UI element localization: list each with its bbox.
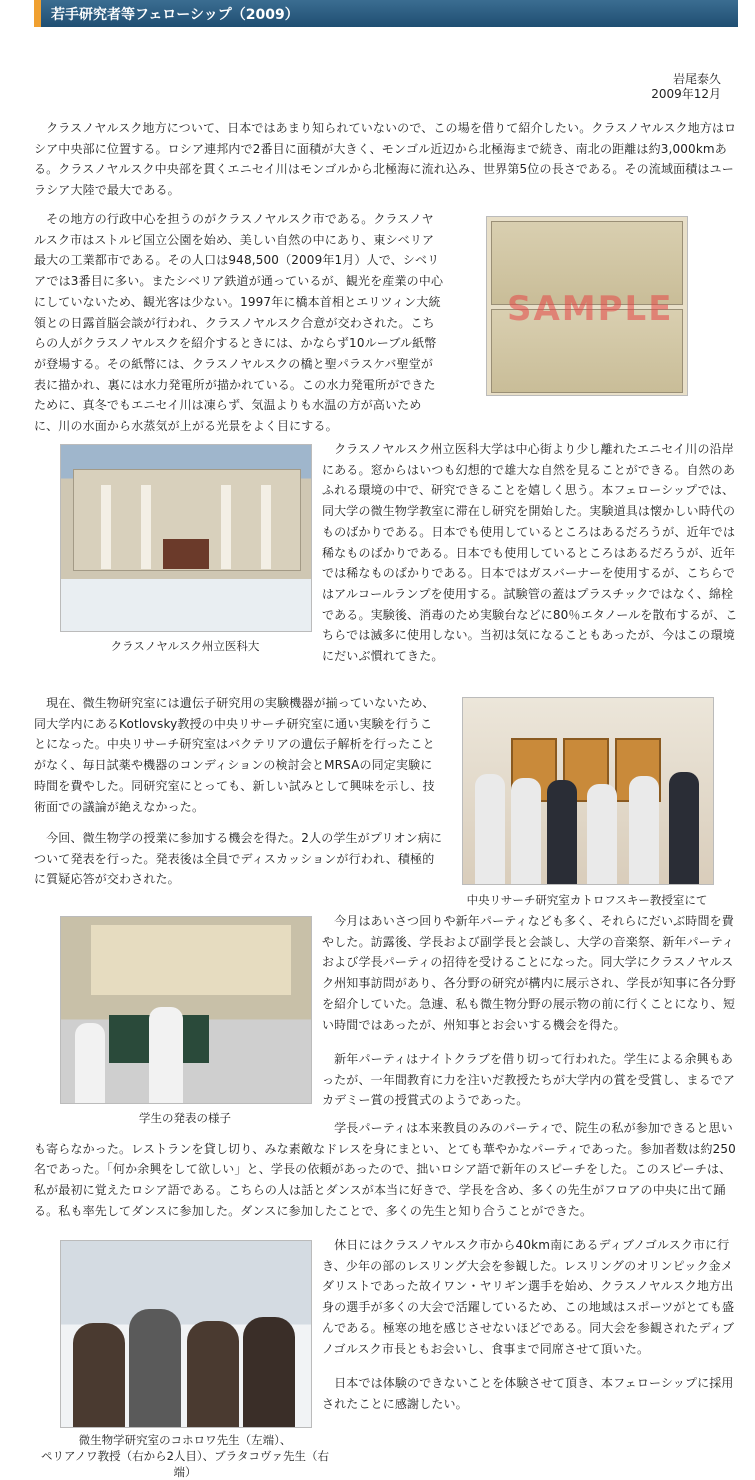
teacher: [243, 1317, 295, 1427]
author-name: 岩尾泰久: [672, 72, 721, 86]
column: [261, 485, 271, 569]
paragraph-1: クラスノヤルスク地方について、日本ではあまり知られていないので、この場を借りて紹介したい。クラスノヤルスク地方はロシア中央部に位置する。ロシア連邦内で2番目に面積が大きく、モンゴル近辺から北極海まで続き、南北の距離は約3,000kmある。クラスノヤルスク中央部を貫くエニセイ川はモンゴルから北極海に流れ込み、世界第5位の長さである。その流域面積はユーラシア大陸で最大である。: [34, 121, 737, 198]
caption-students: 学生の発表の様子: [139, 1111, 231, 1125]
paragraph-3: クラスノヤルスク州立医科大学は中心街より少し離れたエニセイ川の沿岸にある。窓からはいつも幻想的で雄大な自然を見ることができる。自然のあふれる環境の中で、研究できることを嬉しく思う。本フェローシップでは、同大学の微生物学教室に滞在し研究を開始した。実験道具は懐かしい時代のものばかりである。日本でも使用しているところはあるだろうが、近年では稀なものばかりである。日本でも使用しているところはあるだろうが、近年では稀なものばかりである。日本ではガスバーナーを使用するが、こちらではアルコールランプを使用する。試験管の蓋はプラスチックではなく、綿栓である。実験後、消毒のため実験台などに80％エタノールを散布するが、こちらでは滅多に使用しない。当初は気になることもあったが、今はこの環境にだいぶ慣れてきた。: [322, 442, 738, 664]
teacher: [187, 1321, 239, 1427]
caption-teachers-line-1: 微生物学研究室のコホロワ先生（左端）、: [78, 1433, 292, 1447]
teacher: [129, 1309, 181, 1427]
university-building-photo: [60, 444, 312, 632]
person: [511, 778, 541, 884]
paragraph-8-text: 学長パーティは本来教員のみのパーティで、院生の私が参加できると思いも寄らなかった。レストランを貸し切り、みな素敵なドレスを身にまとい、とても華やかなパーティであった。参加者数は約250名であった。「何か余興をして欲しい」と、学長の依頼があったので、拙いロシア語で新年のスピーチをした。このスピーチは、私が最初に覚えたロシア語である。こちらの人は話とダンスが本当に好きで、学長を含め、多くの先生がフロアの中央に出て踊る。私も率先してダンスに参加した。ダンスに参加したことで、多くの先生と知り合うことができた。: [34, 1121, 736, 1218]
caption-teachers: [40, 1432, 330, 1480]
banknote-image: [486, 216, 688, 396]
caption-teachers-line-2: ペリアノワ教授（右から2人目）、ブラタコヴァ先生（右端）: [41, 1449, 329, 1479]
person: [547, 780, 577, 884]
paragraph-5: 今回、微生物学の授業に参加する機会を得た。2人の学生がプリオン病について発表を行った。発表後は全員でディスカッションが行われ、積極的に質疑応答が交わされた。: [34, 831, 443, 887]
caption-lab: 中央リサーチ研究室カトロフスキー教授室にて: [466, 893, 708, 907]
paragraph-9: 休日にはクラスノヤルスク市から40km南にあるディブノゴルスク市に行き、少年の部のレスリング大会を参観した。レスリングのオリンピック金メダリストであった故イワン・ヤリギン選手を始め、クラスノヤルスク地方出身の選手が多くの大会で活躍しているため、この地域はスポーツがとても盛んである。極寒の地を感じさせないほどである。同大会を参観されたディブノゴルスク市長ともお会いし、食事まで同席させて頂いた。: [322, 1238, 735, 1356]
section-header: [34, 0, 738, 27]
student: [75, 1023, 105, 1103]
paragraph-10: 日本では体験のできないことを体験させて頂き、本フェローシップに採用されたことに感謝したい。: [322, 1376, 734, 1411]
column: [141, 485, 151, 569]
column: [221, 485, 231, 569]
lab-group-photo: [462, 697, 714, 885]
person: [475, 774, 505, 884]
author-block: [651, 72, 721, 102]
caption-building: クラスノヤルスク州立医科大: [110, 639, 260, 653]
sample-watermark: SAMPLE: [507, 289, 674, 329]
projection-screen: [91, 925, 291, 995]
building-entrance: [163, 539, 209, 569]
person: [629, 776, 659, 884]
person: [669, 772, 699, 884]
student: [149, 1007, 183, 1103]
person: [587, 784, 617, 884]
students-presentation-photo: [60, 916, 312, 1104]
author-date: 2009年12月: [651, 87, 721, 101]
paragraph-6: 今月はあいさつ回りや新年パーティなども多く、それらにだいぶ時間を費やした。訪露後、学長および副学長と会談し、大学の音楽祭、新年パーティおよび学長パーティの招待を受けることになった。同大学にクラスノヤルスク州知事訪問があり、各分野の研究が構内に展示され、学長が知事に各分野を紹介していた。急遽、私も微生物分野の展示物の前に行くことになり、短い時間ではあったが、州知事とお会いする機会を得た。: [322, 914, 736, 1032]
paragraph-7: 新年パーティはナイトクラブを借り切って行われた。学生による余興もあったが、一年間教育に力を注いだ教授たちが大学内の賞を受賞し、まるでアカデミー賞の授賞式のようであった。: [322, 1052, 735, 1108]
paragraph-2: その地方の行政中心を担うのがクラスノヤルスク市である。クラスノヤルスク市はストルビ国立公園を始め、美しい自然の中にあり、東シベリア最大の工業都市である。その人口は948,500（2009年1月）人で、シベリアでは3番目に多い。またシベリア鉄道が通っているが、観光を産業の中心にしていないため、観光客は少ない。1997年に橋本首相とエリツィン大統領との日露首脳会談が行われ、クラスノヤルスク合意が交わされた。こちらの人がクラスノヤルスクを紹介するときには、かならず10ルーブル紙幣が登場する。その紙幣には、クラスノヤルスクの橋と聖パラスケバ聖堂が表に描かれ、裏には水力発電所が描かれている。この水力発電所ができたために、真冬でもエニセイ川は凍らず、気温よりも水温の方が高いために、川の水面から水蒸気が上がる光景をよく目にする。: [34, 212, 444, 434]
paragraph-4: 現在、微生物研究室には遺伝子研究用の実験機器が揃っていないため、同大学内にあるKotlovsky教授の中央リサーチ研究室に通い実験を行うことになった。中央リサーチ研究室はバクテリアの遺伝子解析を行ったことがなく、毎日試薬や機器のコンディションの検討会とMRSAの同定実験に時間を費やした。同研究室にとっても、新しい試みとして興味を示し、技術面での議論が絶えなかった。: [34, 696, 435, 814]
teachers-winter-photo: [60, 1240, 312, 1428]
column: [101, 485, 111, 569]
paragraph-8: [34, 1118, 738, 1222]
section-title: 若手研究者等フェローシップ（2009）: [51, 7, 299, 23]
teacher: [73, 1323, 125, 1427]
